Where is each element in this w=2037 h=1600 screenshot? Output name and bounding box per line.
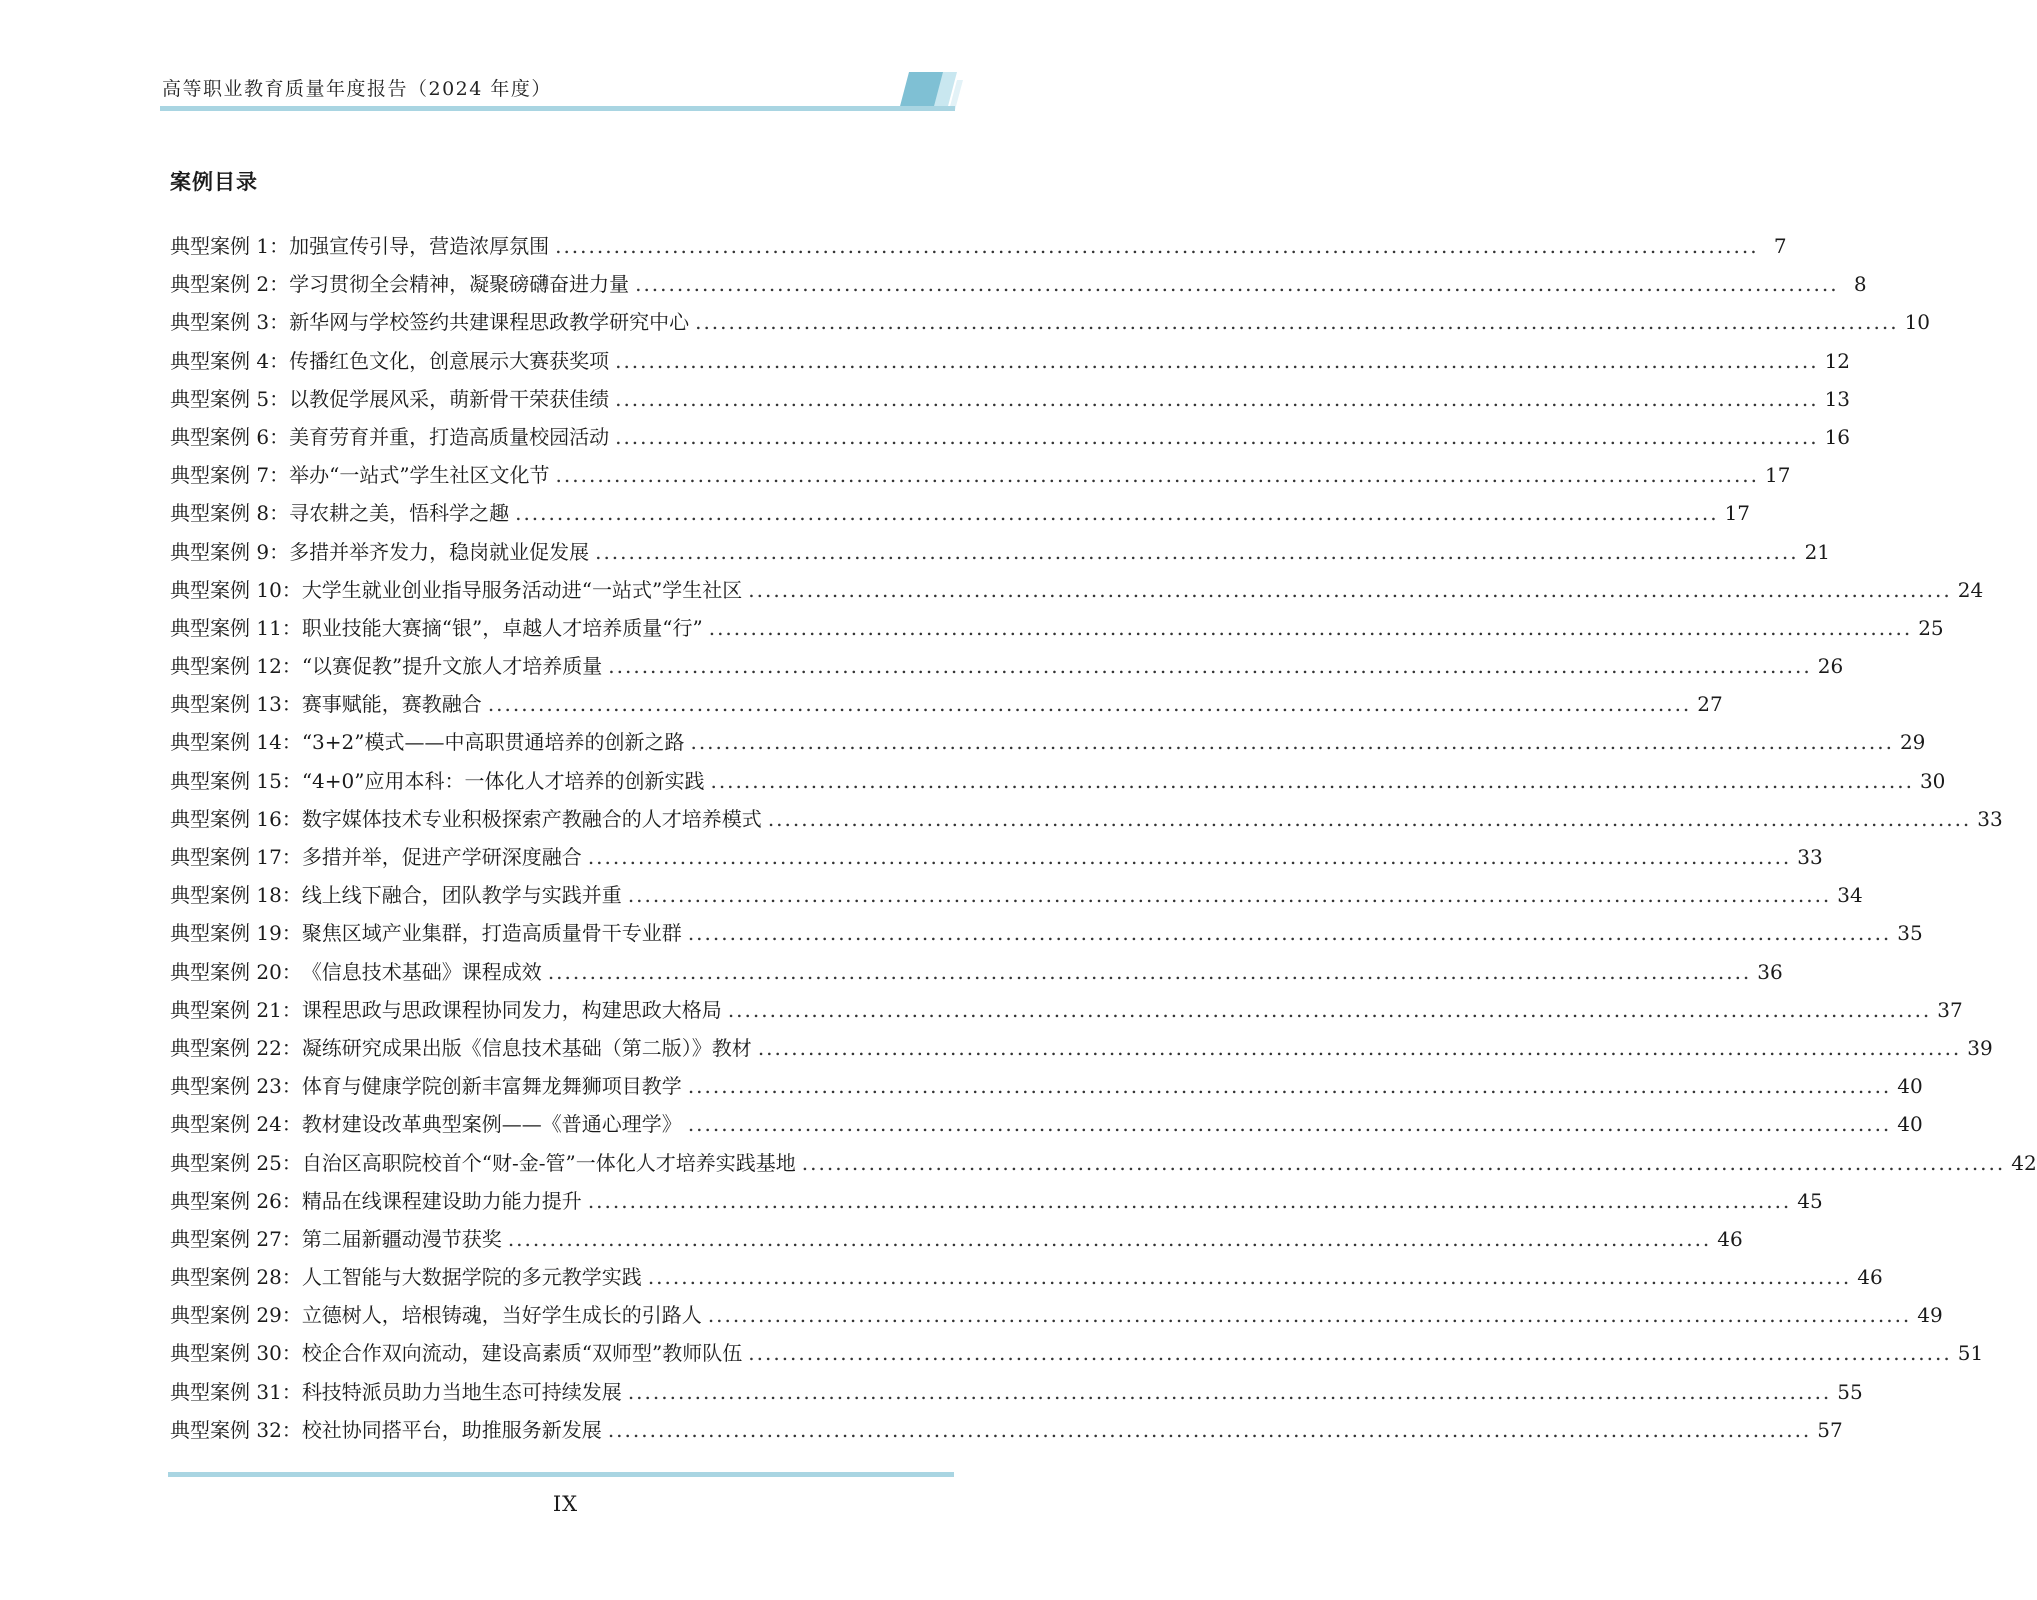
toc-entry-prefix: 典型案例 29：: [170, 1303, 302, 1328]
toc-entry-page: 24: [1957, 577, 1984, 602]
toc-entry-page: 21: [1804, 539, 1831, 564]
toc-entry-page: 29: [1899, 730, 1926, 755]
toc-entry-title: 立德树人，培根铸魂，当好学生成长的引路人: [301, 1303, 702, 1328]
toc-entry-page: 8: [1853, 272, 1867, 297]
toc-dot-leader: [802, 1151, 2005, 1175]
toc-entry-page: 42: [2011, 1150, 2037, 1175]
toc-dot-leader: [728, 998, 1931, 1022]
toc-entry[interactable]: [170, 536, 1831, 574]
toc-entry-prefix: 典型案例 13：: [170, 692, 302, 717]
toc-entry-title: 大学生就业创业指导服务活动进“一站式”学生社区: [301, 577, 743, 602]
toc-entry[interactable]: [170, 917, 1923, 955]
toc-dot-leader: [508, 1227, 1711, 1251]
toc-entry-title: 线上线下融合，团队教学与实践并重: [301, 883, 622, 908]
toc-dot-leader: [635, 272, 1838, 296]
toc-entry[interactable]: [170, 1337, 1984, 1375]
toc-entry[interactable]: [170, 497, 1751, 535]
toc-dot-leader: [688, 1112, 1891, 1136]
toc-entry[interactable]: [170, 1108, 1923, 1146]
section-title: 案例目录: [170, 170, 258, 194]
toc-entry-title: 体育与健康学院创新丰富舞龙舞狮项目教学: [301, 1074, 682, 1099]
toc-entry-prefix: 典型案例 21：: [170, 997, 302, 1022]
toc-entry-page: 51: [1957, 1341, 1984, 1366]
toc-entry-prefix: 典型案例 28：: [170, 1265, 302, 1290]
toc-entry-page: 45: [1797, 1188, 1823, 1213]
report-header-title: 高等职业教育质量年度报告（2024 年度）: [162, 78, 552, 100]
toc-entry-title: 传播红色文化，创意展示大赛获奖项: [289, 348, 610, 373]
toc-entry[interactable]: [170, 765, 1946, 803]
toc-entry-prefix: 典型案例 12：: [170, 654, 302, 679]
toc-entry-prefix: 典型案例 18：: [170, 883, 302, 908]
toc-entry-title: 学习贯彻全会精神，凝聚磅礴奋进力量: [289, 272, 630, 297]
toc-entry[interactable]: [170, 383, 1851, 421]
toc-entry-title: 自治区高职院校首个“财-金-管”一体化人才培养实践基地: [301, 1150, 796, 1175]
toc-entry[interactable]: [170, 1376, 1863, 1414]
toc-dot-leader: [608, 1418, 1811, 1442]
toc-dot-leader: [709, 616, 1912, 640]
toc-entry-prefix: 典型案例 14：: [170, 730, 302, 755]
toc-entry-page: 7: [1773, 234, 1787, 258]
toc-dot-leader: [548, 960, 1751, 984]
page-number: IX: [552, 1492, 579, 1516]
toc-entry-title: 美育劳育并重，打造高质量校园活动: [289, 424, 610, 449]
toc-entry-page: 39: [1967, 1035, 1993, 1060]
toc-entry-page: 37: [1937, 997, 1963, 1022]
toc-entry[interactable]: [170, 459, 1791, 497]
toc-entry-prefix: 典型案例 27：: [170, 1226, 302, 1251]
toc-dot-leader: [615, 387, 1818, 411]
toc-entry[interactable]: [170, 994, 1963, 1032]
toc-entry-title: 课程思政与思政课程协同发力，构建思政大格局: [301, 997, 722, 1022]
toc-entry[interactable]: [170, 1147, 2037, 1185]
toc-entry-page: 55: [1837, 1379, 1863, 1404]
toc-entry-page: 16: [1824, 424, 1851, 449]
toc-entry-prefix: 典型案例 16：: [170, 806, 302, 831]
toc-entry-page: 17: [1724, 501, 1751, 526]
toc-entry-prefix: 典型案例 31：: [170, 1379, 302, 1404]
toc-entry[interactable]: [170, 230, 1787, 268]
toc-entry-prefix: 典型案例 23：: [170, 1074, 302, 1099]
toc-dot-leader: [690, 730, 1893, 754]
toc-entry-title: 加强宣传引导，营造浓厚氛围: [289, 234, 550, 258]
toc-entry-page: 13: [1824, 386, 1851, 411]
toc-entry-prefix: 典型案例 19：: [170, 921, 302, 946]
toc-entry-title: 多措并举，促进产学研深度融合: [301, 845, 582, 869]
toc-entry-page: 40: [1897, 1074, 1923, 1099]
toc-dot-leader: [488, 692, 1691, 716]
toc-entry-title: 凝练研究成果出版《信息技术基础（第二版）》教材: [301, 1035, 752, 1060]
toc-entry-title: 职业技能大赛摘“银”，卓越人才培养质量“行”: [301, 615, 703, 640]
toc-entry-title: 人工智能与大数据学院的多元教学实践: [301, 1265, 642, 1290]
toc-entry[interactable]: [170, 421, 1851, 459]
toc-entry-page: 30: [1919, 768, 1946, 793]
toc-entry[interactable]: [170, 574, 1984, 612]
toc-dot-leader: [695, 310, 1898, 334]
toc-entry-title: 赛事赋能，赛教融合: [301, 692, 482, 717]
toc-entry-prefix: 典型案例 3：: [170, 310, 290, 335]
toc-entry[interactable]: [170, 1223, 1743, 1261]
toc-entry-prefix: 典型案例 7：: [170, 463, 290, 488]
toc-entry-title: 校企合作双向流动，建设高素质“双师型”教师队伍: [301, 1341, 743, 1366]
toc-dot-leader: [768, 807, 1971, 831]
toc-entry-prefix: 典型案例 5：: [170, 386, 290, 411]
toc-entry-prefix: 典型案例 8：: [170, 501, 290, 526]
toc-entry-page: 40: [1897, 1112, 1923, 1137]
header-divider: [160, 106, 955, 111]
toc-dot-leader: [648, 1265, 1851, 1289]
toc-entry[interactable]: [170, 688, 1723, 726]
toc-entry-title: “以赛促教”提升文旅人才培养质量: [301, 654, 603, 679]
toc-entry[interactable]: [170, 650, 1844, 688]
toc-entry-prefix: 典型案例 4：: [170, 348, 290, 373]
toc-entry[interactable]: [170, 306, 1931, 344]
toc-entry-prefix: 典型案例 20：: [170, 959, 302, 984]
toc-entry-page: 57: [1817, 1417, 1843, 1442]
toc-entry-page: 36: [1757, 959, 1783, 984]
toc-entry-page: 12: [1824, 348, 1851, 373]
toc-entry[interactable]: [170, 1261, 1883, 1299]
toc-entry-page: 46: [1717, 1226, 1743, 1251]
toc-entry-page: 17: [1765, 463, 1791, 488]
toc-dot-leader: [556, 463, 1759, 487]
toc-entry-prefix: 典型案例 30：: [170, 1341, 302, 1366]
toc-entry[interactable]: [170, 268, 1867, 306]
toc-entry-title: 数字媒体技术专业积极探索产教融合的人才培养模式: [301, 806, 762, 831]
toc-entry-prefix: 典型案例 1：: [170, 234, 290, 258]
toc-dot-leader: [748, 578, 1951, 602]
toc-entry-prefix: 典型案例 9：: [170, 539, 290, 564]
toc-entry-page: 46: [1857, 1265, 1883, 1290]
toc-dot-leader: [748, 1341, 1951, 1365]
footer-divider: [168, 1472, 954, 1477]
toc-entry[interactable]: [170, 345, 1851, 383]
toc-entry[interactable]: [170, 879, 1863, 917]
toc-entry[interactable]: [170, 1299, 1943, 1337]
toc-entry-prefix: 典型案例 2：: [170, 272, 290, 297]
toc-entry-title: 校社协同搭平台，助推服务新发展: [301, 1417, 602, 1442]
toc-entry-title: 寻农耕之美，悟科学之趣: [289, 501, 510, 526]
toc-entry-prefix: 典型案例 11：: [170, 615, 302, 640]
toc-dot-leader: [758, 1036, 1961, 1060]
toc-entry-prefix: 典型案例 22：: [170, 1035, 302, 1060]
toc-entry-prefix: 典型案例 25：: [170, 1150, 302, 1175]
toc-entry-title: 教材建设改革典型案例——《普通心理学》: [301, 1112, 682, 1137]
toc-entry-page: 33: [1797, 845, 1823, 869]
toc-dot-leader: [710, 769, 1913, 793]
toc-dot-leader: [595, 540, 1798, 564]
toc-dot-leader: [615, 425, 1818, 449]
toc-dot-leader: [608, 654, 1811, 678]
table-of-contents: [170, 230, 2037, 1452]
toc-entry[interactable]: [170, 612, 1944, 650]
toc-dot-leader: [628, 1380, 1831, 1404]
toc-dot-leader: [588, 845, 1791, 869]
toc-dot-leader: [688, 1074, 1891, 1098]
toc-entry-title: 科技特派员助力当地生态可持续发展: [301, 1379, 622, 1404]
toc-entry-page: 10: [1904, 310, 1931, 335]
toc-entry-title: “4+0”应用本科：一体化人才培养的创新实践: [301, 768, 705, 793]
toc-entry-prefix: 典型案例 10：: [170, 577, 302, 602]
toc-dot-leader: [688, 921, 1891, 945]
toc-entry[interactable]: [170, 1032, 1993, 1070]
toc-entry[interactable]: [170, 841, 1823, 879]
toc-entry-page: 26: [1817, 654, 1844, 679]
toc-entry-page: 25: [1918, 615, 1944, 640]
toc-entry-title: 以教促学展风采，萌新骨干荣获佳绩: [289, 386, 610, 411]
toc-entry[interactable]: [170, 956, 1783, 994]
toc-entry-page: 34: [1837, 883, 1863, 908]
toc-dot-leader: [588, 1189, 1791, 1213]
toc-dot-leader: [515, 501, 1718, 525]
toc-entry-title: 精品在线课程建设助力能力提升: [301, 1188, 582, 1213]
toc-dot-leader: [628, 883, 1831, 907]
toc-dot-leader: [555, 234, 1758, 258]
toc-entry[interactable]: [170, 1070, 1923, 1108]
toc-entry-prefix: 典型案例 17：: [170, 845, 302, 869]
toc-entry-title: “3+2”模式——中高职贯通培养的创新之路: [301, 730, 685, 755]
toc-entry[interactable]: [170, 1414, 1843, 1452]
toc-entry-prefix: 典型案例 15：: [170, 768, 302, 793]
toc-entry-page: 49: [1917, 1303, 1943, 1328]
toc-entry-title: 聚焦区域产业集群，打造高质量骨干专业群: [301, 921, 682, 946]
toc-entry-page: 35: [1897, 921, 1923, 946]
toc-entry-page: 33: [1977, 806, 2003, 831]
toc-entry[interactable]: [170, 726, 1926, 764]
toc-entry-title: 《信息技术基础》课程成效: [301, 959, 542, 984]
toc-entry-title: 多措并举齐发力，稳岗就业促发展: [289, 539, 590, 564]
toc-dot-leader: [615, 349, 1818, 373]
toc-entry-prefix: 典型案例 6：: [170, 424, 290, 449]
toc-entry-title: 举办“一站式”学生社区文化节: [289, 463, 550, 488]
toc-entry[interactable]: [170, 1185, 1823, 1223]
toc-entry-prefix: 典型案例 26：: [170, 1188, 302, 1213]
toc-dot-leader: [708, 1303, 1911, 1327]
toc-entry-page: 27: [1697, 692, 1723, 717]
toc-entry-title: 第二届新疆动漫节获奖: [301, 1226, 502, 1251]
toc-entry[interactable]: [170, 803, 2003, 841]
toc-entry-prefix: 典型案例 32：: [170, 1417, 302, 1442]
toc-entry-title: 新华网与学校签约共建课程思政教学研究中心: [289, 310, 690, 335]
toc-entry-prefix: 典型案例 24：: [170, 1112, 302, 1137]
